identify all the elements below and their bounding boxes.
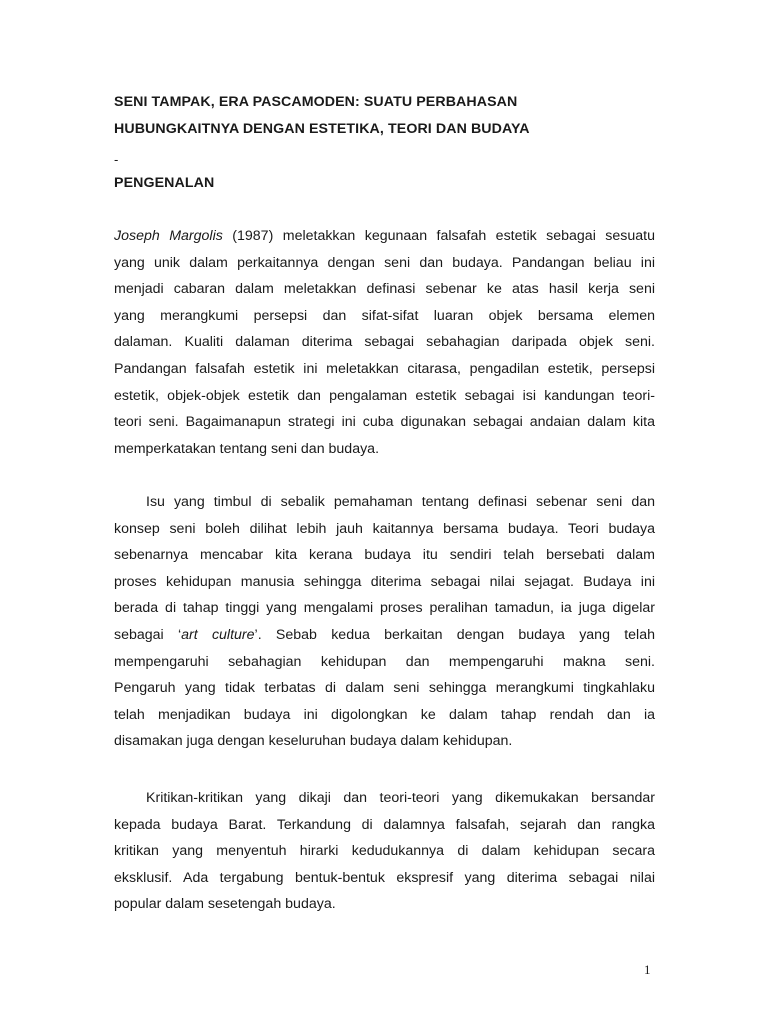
italic-term: art culture xyxy=(181,626,255,643)
paragraph-2-line: sebenarnya mencabar kita kerana budaya itu sendiri telah bersebati dalam xyxy=(114,547,655,564)
paragraph-2-line: sebagai ‘art culture’. Sebab kedua berkaitan dengan budaya yang telah xyxy=(114,626,655,643)
paragraph-2-line: berada di tahap tinggi yang mengalami proses peralihan tamadun, ia juga digelar xyxy=(114,600,655,617)
paragraph-2 xyxy=(114,489,655,755)
paragraph-2-line: proses kehidupan manusia sehingga diterima sebagai nilai sejagat. Budaya ini xyxy=(114,573,655,590)
paragraph-1-line: menjadi cabaran dalam meletakkan definasi sebenar ke atas hasil kerja seni xyxy=(114,281,655,298)
paragraph-3 xyxy=(114,785,655,918)
paragraph-2-line: telah menjadikan budaya ini digolongkan ke dalam tahap rendah dan ia xyxy=(114,706,655,723)
paragraph-3-line: eksklusif. Ada tergabung bentuk-bentuk ekspresif yang diterima sebagai nilai xyxy=(114,869,655,886)
paragraph-1-line: Pandangan falsafah estetik ini meletakkan citarasa, pengadilan estetik, persepsi xyxy=(114,360,655,377)
paragraph-3-line: Kritikan-kritikan yang dikaji dan teori-teori yang dikemukakan bersandar xyxy=(146,790,655,806)
paragraph-2-line: disamakan juga dengan keseluruhan budaya dalam kehidupan. xyxy=(114,733,513,750)
paragraph-3-line: kritikan yang menyentuh hirarki kedudukannya di dalam kehidupan secara xyxy=(114,843,655,860)
paragraph-1-line: yang merangkumi persepsi dan sifat-sifat luaran objek bersama elemen xyxy=(114,307,655,324)
paragraph-3-line: popular dalam sesetengah budaya. xyxy=(114,896,336,913)
paragraph-2-line: Pengaruh yang tidak terbatas di dalam seni sehingga merangkumi tingkahlaku xyxy=(114,680,655,697)
document-title-line-1: SENI TAMPAK, ERA PASCAMODEN: SUATU PERBAHASAN xyxy=(114,94,518,110)
paragraph-1 xyxy=(114,223,655,462)
paragraph-2-line: mempengaruhi sebahagian kehidupan dan mempengaruhi makna seni. xyxy=(114,653,655,670)
page-number: 1 xyxy=(644,962,651,977)
paragraph-2-line: Isu yang timbul di sebalik pemahaman tentang definasi sebenar seni dan xyxy=(146,494,655,510)
document-title-line-2: HUBUNGKAITNYA DENGAN ESTETIKA, TEORI DAN BUDAYA xyxy=(114,121,530,137)
section-heading: PENGENALAN xyxy=(114,175,215,191)
paragraph-1-line: yang unik dalam perkaitannya dengan seni dan budaya. Pandangan beliau ini xyxy=(114,254,655,271)
author-name: Joseph Margolis xyxy=(114,228,223,244)
paragraph-3-line: kepada budaya Barat. Terkandung di dalamnya falsafah, sejarah dan rangka xyxy=(114,816,655,833)
title-separator-dash: - xyxy=(114,152,119,167)
paragraph-1-line: Joseph Margolis (1987) meletakkan kegunaan falsafah estetik sebagai sesuatu xyxy=(114,228,655,244)
paragraph-1-line: teori seni. Bagaimanapun strategi ini cuba digunakan sebagai andaian dalam kita xyxy=(114,414,655,431)
paragraph-1-line: dalaman. Kualiti dalaman diterima sebagai sebahagian daripada objek seni. xyxy=(114,334,655,351)
paragraph-1-line: memperkatakan tentang seni dan budaya. xyxy=(114,440,380,457)
paragraph-1-line: estetik, objek-objek estetik dan pengalaman estetik sebagai isi kandungan teori- xyxy=(114,387,655,404)
paragraph-2-line: konsep seni boleh dilihat lebih jauh kaitannya bersama budaya. Teori budaya xyxy=(114,520,655,537)
